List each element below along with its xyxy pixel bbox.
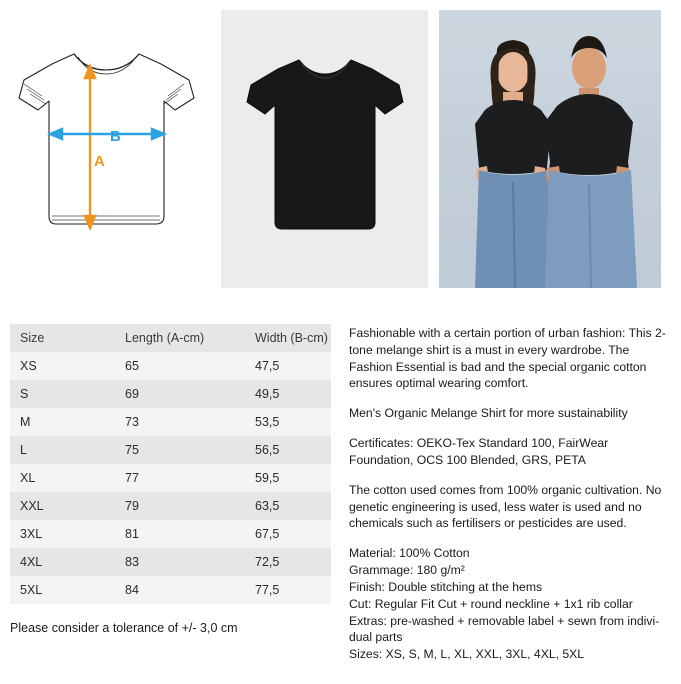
column-header-size: Size — [10, 324, 115, 352]
spec-grammage: Grammage: 180 g/m² — [349, 563, 465, 578]
cell-size: 4XL — [10, 548, 115, 576]
tolerance-note: Please consider a tolerance of +/- 3,0 cm — [10, 621, 238, 635]
specification-list — [349, 545, 671, 663]
cell-length: 83 — [115, 548, 245, 576]
description-subtitle: Men's Organic Melange Shirt for more sustainability — [349, 406, 628, 421]
measurement-diagram-image — [10, 10, 210, 288]
cell-width: 59,5 — [245, 464, 331, 492]
cell-width: 47,5 — [245, 352, 331, 380]
table-row — [10, 464, 331, 492]
column-header-width: Width (B-cm) — [245, 324, 331, 352]
table-row — [10, 492, 331, 520]
description-intro: Fashionable with a certain portion of urban fashion: This 2-tone melange shirt is a must in every wardrobe. The Fashion Essential is bad and the special organic cotton ensures optimal wearing comfort. — [349, 326, 666, 391]
description-column — [349, 324, 671, 663]
spec-extras-continued: dual parts — [349, 630, 403, 645]
cell-length: 84 — [115, 576, 245, 604]
cell-size: 5XL — [10, 576, 115, 604]
dimension-label-a: A — [94, 153, 105, 170]
description-cotton: The cotton used comes from 100% organic cultivation. No genetic engineering is used, less water is used and no chemicals such as fertilisers or pesticides are used. — [349, 482, 662, 531]
spec-finish: Finish: Double stitching at the hems — [349, 579, 543, 594]
cell-width: 53,5 — [245, 408, 331, 436]
cell-width: 56,5 — [245, 436, 331, 464]
spec-cut: Cut: Regular Fit Cut + round neckline + 1x1 rib collar — [349, 596, 633, 611]
black-tshirt-icon — [245, 54, 405, 244]
table-row — [10, 548, 331, 576]
cell-width: 72,5 — [245, 548, 331, 576]
table-row — [10, 352, 331, 380]
spec-material: Material: 100% Cotton — [349, 546, 470, 561]
table-row — [10, 520, 331, 548]
cell-length: 81 — [115, 520, 245, 548]
table-row — [10, 408, 331, 436]
dimension-label-b: B — [110, 128, 121, 145]
models-illustration — [439, 10, 661, 288]
cell-size: L — [10, 436, 115, 464]
cell-length: 75 — [115, 436, 245, 464]
cell-size: XL — [10, 464, 115, 492]
column-header-length: Length (A-cm) — [115, 324, 245, 352]
cell-size: 3XL — [10, 520, 115, 548]
table-row — [10, 436, 331, 464]
cell-width: 63,5 — [245, 492, 331, 520]
cell-size: S — [10, 380, 115, 408]
product-info-section — [0, 288, 681, 663]
size-table — [10, 324, 331, 604]
cell-size: M — [10, 408, 115, 436]
cell-length: 65 — [115, 352, 245, 380]
cell-length: 73 — [115, 408, 245, 436]
size-table-column — [10, 324, 331, 663]
cell-width: 77,5 — [245, 576, 331, 604]
cell-width: 67,5 — [245, 520, 331, 548]
model-photo-image — [439, 10, 661, 288]
description-certificates: Certificates: OEKO-Tex Standard 100, FairWear Foundation, OCS 100 Blended, GRS, PETA — [349, 436, 609, 467]
spec-sizes: Sizes: XS, S, M, L, XL, XXL, 3XL, 4XL, 5XL — [349, 647, 585, 662]
product-photo-image — [221, 10, 428, 288]
cell-size: XXL — [10, 492, 115, 520]
cell-length: 69 — [115, 380, 245, 408]
table-row — [10, 380, 331, 408]
image-gallery — [0, 0, 681, 288]
table-header-row — [10, 324, 331, 352]
table-row — [10, 576, 331, 604]
cell-width: 49,5 — [245, 380, 331, 408]
cell-length: 79 — [115, 492, 245, 520]
cell-length: 77 — [115, 464, 245, 492]
cell-size: XS — [10, 352, 115, 380]
spec-extras: Extras: pre-washed + removable label + sewn from indivi- — [349, 613, 660, 628]
tshirt-outline-icon — [16, 48, 206, 248]
